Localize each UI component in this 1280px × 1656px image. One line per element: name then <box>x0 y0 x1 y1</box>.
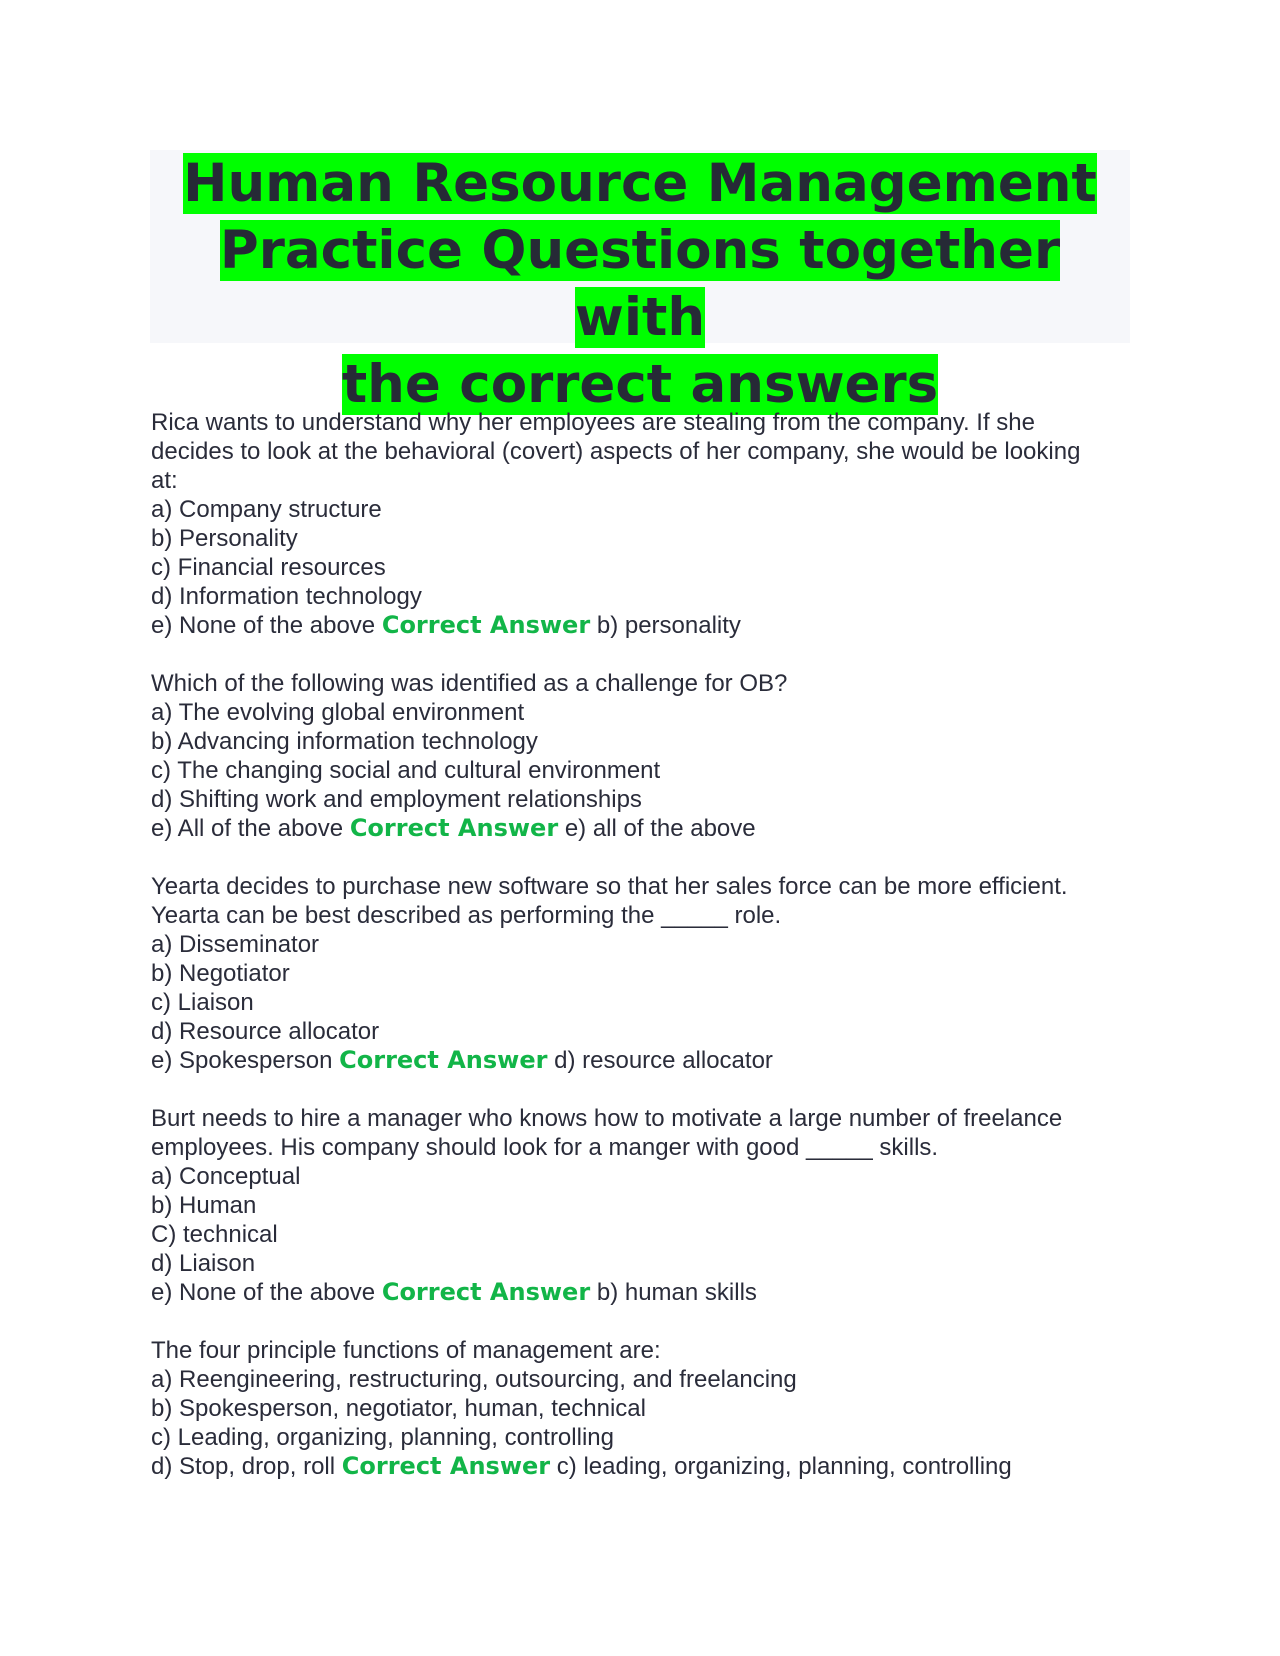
stem-line: Yearta decides to purchase new software so that her sales force can be more efficient. <box>151 873 1068 900</box>
question-stem <box>151 872 1141 930</box>
question-stem <box>151 408 1141 495</box>
title-line: the correct answers <box>341 354 939 415</box>
option: e) None of the above <box>151 1279 376 1306</box>
option: b) Negotiator <box>151 960 290 987</box>
option: a) Disseminator <box>151 931 320 958</box>
correct-answer-label: Correct Answer <box>381 1278 591 1306</box>
option: c) Liaison <box>151 989 254 1016</box>
option: c) Leading, organizing, planning, controlling <box>151 1424 614 1451</box>
correct-answer-label: Correct Answer <box>381 611 591 639</box>
option: e) Spokesperson <box>151 1047 333 1074</box>
question-block <box>151 872 1141 1075</box>
title-box <box>150 150 1130 415</box>
stem-line: The four principle functions of management are: <box>151 1337 661 1364</box>
option: d) Resource allocator <box>151 1018 380 1045</box>
correct-answer-label: Correct Answer <box>349 814 559 842</box>
question-list <box>151 408 1141 1510</box>
option: c) The changing social and cultural environment <box>151 757 661 784</box>
option: d) Stop, drop, roll <box>151 1453 336 1480</box>
stem-line: Rica wants to understand why her employees are stealing from the company. If she <box>151 409 1036 436</box>
option: b) Spokesperson, negotiator, human, technical <box>151 1395 646 1422</box>
option: c) Financial resources <box>151 554 386 581</box>
title-line: Practice Questions together with <box>219 220 1061 348</box>
option: b) Human <box>151 1192 257 1219</box>
answer-line <box>151 814 1141 843</box>
answer-line <box>151 1452 1141 1481</box>
question-stem <box>151 1336 1141 1365</box>
option: C) technical <box>151 1221 278 1248</box>
stem-line: decides to look at the behavioral (covert) aspects of her company, she would be looking <box>151 438 1081 465</box>
stem-line: Yearta can be best described as performing the _____ role. <box>151 902 782 929</box>
option: a) Reengineering, restructuring, outsourcing, and freelancing <box>151 1366 797 1393</box>
stem-line: Which of the following was identified as a challenge for OB? <box>151 670 788 697</box>
answer-text: e) all of the above <box>564 815 756 842</box>
option: a) Company structure <box>151 496 382 523</box>
answer-line <box>151 1278 1141 1307</box>
correct-answer-label: Correct Answer <box>341 1452 551 1480</box>
option: b) Personality <box>151 525 298 552</box>
question-block <box>151 1104 1141 1307</box>
answer-line <box>151 1046 1141 1075</box>
question-stem <box>151 669 1141 698</box>
option: d) Information technology <box>151 583 422 610</box>
option: e) All of the above <box>151 815 344 842</box>
question-block <box>151 408 1141 640</box>
answer-text: b) human skills <box>596 1279 757 1306</box>
answer-text: b) personality <box>596 612 741 639</box>
stem-line: employees. His company should look for a manger with good _____ skills. <box>151 1134 939 1161</box>
answer-text: d) resource allocator <box>554 1047 773 1074</box>
answer-line <box>151 611 1141 640</box>
option: e) None of the above <box>151 612 376 639</box>
correct-answer-label: Correct Answer <box>339 1046 548 1074</box>
option: a) The evolving global environment <box>151 699 525 726</box>
option: d) Shifting work and employment relationships <box>151 786 642 813</box>
option: b) Advancing information technology <box>151 728 538 755</box>
option: d) Liaison <box>151 1250 256 1277</box>
option: a) Conceptual <box>151 1163 301 1190</box>
title-line: Human Resource Management <box>183 153 1097 214</box>
question-stem <box>151 1104 1141 1162</box>
question-block <box>151 1336 1141 1481</box>
question-block <box>151 669 1141 843</box>
stem-line: at: <box>151 467 178 494</box>
stem-line: Burt needs to hire a manager who knows how to motivate a large number of freelance <box>151 1105 1063 1132</box>
document-title <box>150 150 1130 418</box>
answer-text: c) leading, organizing, planning, controlling <box>556 1453 1012 1480</box>
